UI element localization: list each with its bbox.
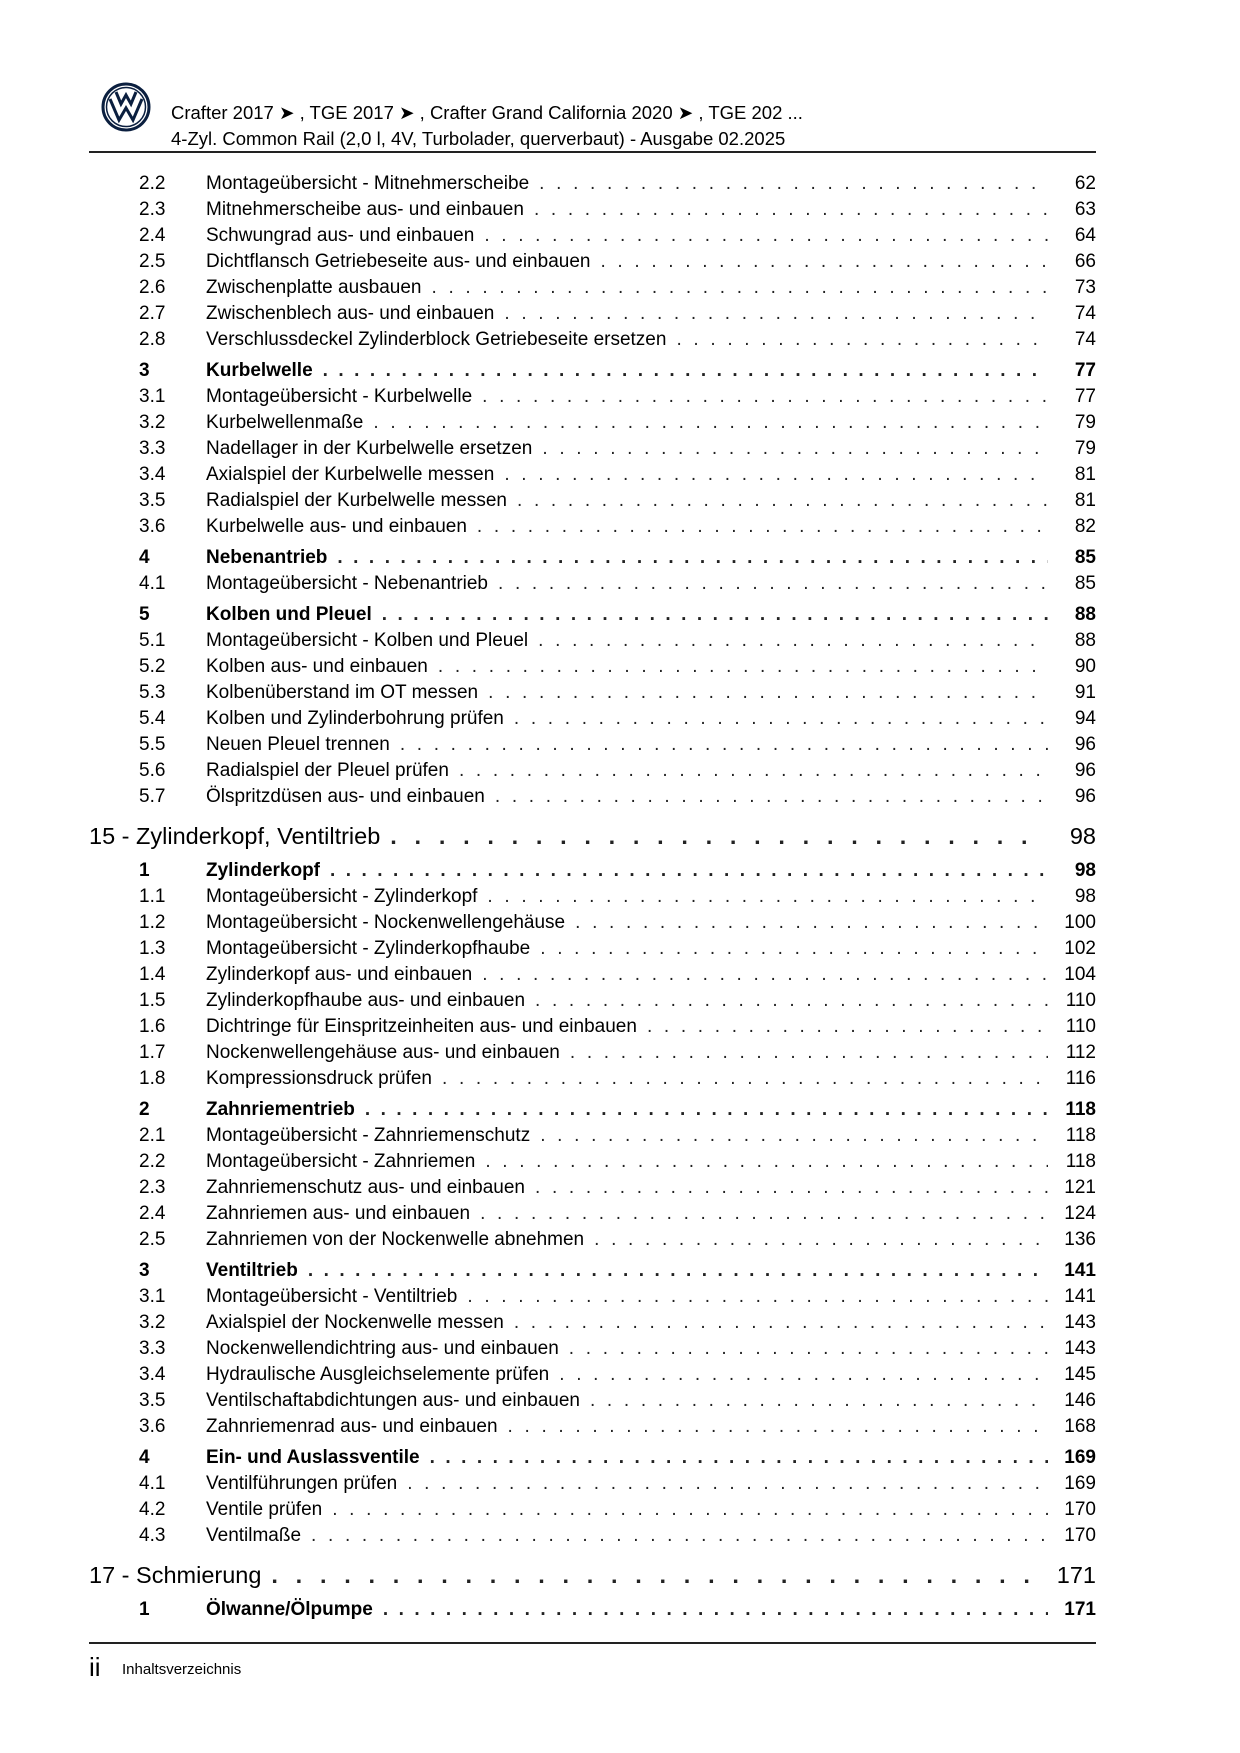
toc-number: 4 <box>139 547 150 568</box>
toc-entry[interactable] <box>89 784 1096 810</box>
toc-section[interactable] <box>89 1445 1096 1471</box>
toc-number: 4.3 <box>139 1525 166 1546</box>
toc-number: 3.1 <box>139 1286 166 1307</box>
toc-number: 2.8 <box>139 329 166 350</box>
toc-entry[interactable] <box>89 1471 1096 1497</box>
toc-title: Montageübersicht - Zahnriemenschutz <box>206 1125 531 1146</box>
toc-entry[interactable] <box>89 327 1096 353</box>
toc-entry[interactable] <box>89 1523 1096 1549</box>
toc-page-number: 118 <box>1065 1125 1096 1146</box>
toc-page-number: 112 <box>1065 1042 1096 1063</box>
toc-entry[interactable] <box>89 436 1096 462</box>
toc-page-number: 170 <box>1064 1525 1096 1546</box>
toc-leader-dots <box>323 358 1048 384</box>
toc-page-number: 110 <box>1065 990 1096 1011</box>
toc-page-number: 91 <box>1074 682 1096 703</box>
toc-number: 1.6 <box>139 1016 166 1037</box>
toc-title: Zwischenblech aus- und einbauen <box>206 303 495 324</box>
toc-title: Zylinderkopf aus- und einbauen <box>206 964 473 985</box>
toc-title: Ölwanne/Ölpumpe <box>206 1599 373 1620</box>
toc-entry[interactable] <box>89 1497 1096 1523</box>
toc-page-number: 168 <box>1064 1416 1096 1437</box>
toc-title: Neuen Pleuel trennen <box>206 734 390 755</box>
toc-page-number: 145 <box>1064 1364 1096 1385</box>
toc-section[interactable] <box>89 1258 1096 1284</box>
toc-entry[interactable] <box>89 1149 1096 1175</box>
toc-page-number: 90 <box>1074 656 1096 677</box>
toc-leader-dots <box>477 514 1048 540</box>
toc-title: Nockenwellendichtring aus- und einbauen <box>206 1338 559 1359</box>
toc-page-number: 98 <box>1069 823 1096 849</box>
toc-page-number: 136 <box>1064 1229 1096 1250</box>
toc-entry[interactable] <box>89 1388 1096 1414</box>
toc-page-number: 141 <box>1064 1260 1096 1281</box>
toc-number: 3.3 <box>139 1338 166 1359</box>
vw-logo <box>101 82 151 132</box>
toc-entry[interactable] <box>89 654 1096 680</box>
toc-number: 1.2 <box>139 912 166 933</box>
toc-leader-dots <box>480 1201 1048 1227</box>
toc-title: Zwischenplatte ausbauen <box>206 277 422 298</box>
toc-leader-dots <box>482 384 1048 410</box>
toc-title: Zahnriementrieb <box>206 1099 355 1120</box>
toc-entry[interactable] <box>89 384 1096 410</box>
toc-entry[interactable] <box>89 628 1096 654</box>
toc-title: Radialspiel der Pleuel prüfen <box>206 760 449 781</box>
toc-page-number: 100 <box>1064 912 1096 933</box>
toc-section[interactable] <box>89 602 1096 628</box>
toc-title: Kurbelwelle <box>206 360 313 381</box>
toc-page-number: 124 <box>1064 1203 1096 1224</box>
toc-page-number: 171 <box>1064 1599 1096 1620</box>
toc-entry[interactable] <box>89 706 1096 732</box>
toc-leader-dots <box>400 732 1048 758</box>
toc-page-number: 141 <box>1064 1286 1096 1307</box>
toc-page-number: 118 <box>1065 1099 1096 1120</box>
toc-chapter[interactable] <box>89 1558 1096 1592</box>
toc-entry[interactable] <box>89 1414 1096 1440</box>
toc-title: Nockenwellengehäuse aus- und einbauen <box>206 1042 560 1063</box>
toc-number: 5.4 <box>139 708 166 729</box>
toc-title: Zahnriemen von der Nockenwelle abnehmen <box>206 1229 585 1250</box>
toc-title: Montageübersicht - Mitnehmerscheibe <box>206 173 530 194</box>
toc-page-number: 116 <box>1065 1068 1096 1089</box>
toc-chapter[interactable] <box>89 819 1096 853</box>
toc-entry[interactable] <box>89 1284 1096 1310</box>
toc-number: 2.2 <box>139 1151 166 1172</box>
toc-number: 5.2 <box>139 656 166 677</box>
toc-page-number: 143 <box>1064 1312 1096 1333</box>
toc-leader-dots <box>485 1149 1048 1175</box>
toc-number: 3 <box>139 1260 150 1281</box>
toc-number: 4.1 <box>139 1473 166 1494</box>
footer-divider <box>89 1642 1096 1644</box>
toc-section[interactable] <box>89 545 1096 571</box>
toc-number: 2.5 <box>139 1229 166 1250</box>
toc-leader-dots <box>517 488 1048 514</box>
toc-number: 2.3 <box>139 199 166 220</box>
toc-entry[interactable] <box>89 1175 1096 1201</box>
toc-title: Zahnriemen aus- und einbauen <box>206 1203 471 1224</box>
header-divider <box>89 151 1096 153</box>
toc-number: 2.6 <box>139 277 166 298</box>
toc-number: 3.6 <box>139 1416 166 1437</box>
toc-entry[interactable] <box>89 936 1096 962</box>
toc-entry[interactable] <box>89 758 1096 784</box>
toc-entry[interactable] <box>89 988 1096 1014</box>
toc-page-number: 85 <box>1074 573 1096 594</box>
toc-title: Ventile prüfen <box>206 1499 323 1520</box>
toc-page-number: 74 <box>1074 329 1096 350</box>
toc-leader-dots <box>540 936 1048 962</box>
toc-leader-dots <box>430 1445 1048 1471</box>
toc-page-number: 170 <box>1064 1499 1096 1520</box>
toc-title: Ölspritzdüsen aus- und einbauen <box>206 786 485 807</box>
toc-title: Nadellager in der Kurbelwelle ersetzen <box>206 438 533 459</box>
toc-title: Zahnriemenschutz aus- und einbauen <box>206 1177 525 1198</box>
toc-title: Montageübersicht - Zylinderkopfhaube <box>206 938 531 959</box>
toc-entry[interactable] <box>89 732 1096 758</box>
toc-number: 5.1 <box>139 630 166 651</box>
toc-page-number: 143 <box>1064 1338 1096 1359</box>
toc-page-number: 73 <box>1074 277 1096 298</box>
toc-leader-dots <box>534 197 1048 223</box>
toc-leader-dots <box>311 1523 1048 1549</box>
toc-number: 1.1 <box>139 886 166 907</box>
toc-leader-dots <box>330 858 1048 884</box>
toc-page-number: 110 <box>1065 1016 1096 1037</box>
toc-title: Kurbelwellenmaße <box>206 412 364 433</box>
toc-page-number: 102 <box>1064 938 1096 959</box>
toc-page-number: 85 <box>1074 547 1096 568</box>
toc-section[interactable] <box>89 1597 1096 1623</box>
toc-page-number: 81 <box>1074 490 1096 511</box>
toc-page-number: 146 <box>1064 1390 1096 1411</box>
toc-page-number: 66 <box>1074 251 1096 272</box>
toc-number: 1.5 <box>139 990 166 1011</box>
toc-title: Kolben aus- und einbauen <box>206 656 428 677</box>
toc-page-number: 79 <box>1074 412 1096 433</box>
toc-title: Kurbelwelle aus- und einbauen <box>206 516 467 537</box>
toc-number: 5.7 <box>139 786 166 807</box>
toc-entry[interactable] <box>89 1310 1096 1336</box>
toc-number: 2 <box>139 1099 150 1120</box>
toc-page-number: 104 <box>1064 964 1096 985</box>
toc-page-number: 169 <box>1064 1447 1096 1468</box>
toc-number: 5.3 <box>139 682 166 703</box>
toc-page-number: 81 <box>1074 464 1096 485</box>
toc-section[interactable] <box>89 358 1096 384</box>
toc-title: Schwungrad aus- und einbauen <box>206 225 475 246</box>
toc-title: Montageübersicht - Kurbelwelle <box>206 386 473 407</box>
toc-number: 1.7 <box>139 1042 166 1063</box>
toc-page-number: 169 <box>1064 1473 1096 1494</box>
toc-number: 2.3 <box>139 1177 166 1198</box>
toc-leader-dots <box>647 1014 1048 1040</box>
toc-page-number: 74 <box>1074 303 1096 324</box>
toc-title: Ventilführungen prüfen <box>206 1473 398 1494</box>
toc-title: Ventiltrieb <box>206 1260 298 1281</box>
document-header <box>171 100 803 152</box>
toc-leader-dots <box>271 1558 1036 1592</box>
toc-title: Montageübersicht - Zylinderkopf <box>206 886 478 907</box>
toc-leader-dots <box>570 1040 1048 1066</box>
toc-title: Ein- und Auslassventile <box>206 1447 420 1468</box>
toc-leader-dots <box>575 910 1048 936</box>
toc-leader-dots <box>438 654 1048 680</box>
toc-leader-dots <box>569 1336 1048 1362</box>
toc-number: 1.3 <box>139 938 166 959</box>
toc-title: Kolben und Pleuel <box>206 604 372 625</box>
toc-entry[interactable] <box>89 462 1096 488</box>
toc-number: 3.4 <box>139 1364 166 1385</box>
toc-entry[interactable] <box>89 223 1096 249</box>
toc-number: 5.5 <box>139 734 166 755</box>
toc-page-number: 98 <box>1074 886 1096 907</box>
toc-leader-dots <box>539 171 1048 197</box>
toc-page-number: 63 <box>1074 199 1096 220</box>
toc-number: 5.6 <box>139 760 166 781</box>
toc-number: 3.5 <box>139 490 166 511</box>
toc-entry[interactable] <box>89 514 1096 540</box>
toc-section[interactable] <box>89 1097 1096 1123</box>
toc-number: 1.8 <box>139 1068 166 1089</box>
toc-number: 4.1 <box>139 573 166 594</box>
toc-leader-dots <box>390 819 1036 853</box>
toc-title: Montageübersicht - Nockenwellengehäuse <box>206 912 566 933</box>
toc-leader-dots <box>488 680 1048 706</box>
toc-number: 1 <box>139 1599 150 1620</box>
toc-page-number: 62 <box>1074 173 1096 194</box>
toc-leader-dots <box>600 249 1048 275</box>
toc-leader-dots <box>504 462 1048 488</box>
toc-page-number: 96 <box>1074 760 1096 781</box>
toc-entry[interactable] <box>89 301 1096 327</box>
footer-page-number: ii <box>89 1652 101 1682</box>
toc-number: 3 <box>139 360 150 381</box>
toc-entry[interactable] <box>89 197 1096 223</box>
toc-leader-dots <box>482 962 1048 988</box>
toc-title: Verschlussdeckel Zylinderblock Getriebeseite ersetzen <box>206 329 667 350</box>
toc-page-number: 96 <box>1074 734 1096 755</box>
toc-leader-dots <box>540 1123 1048 1149</box>
toc-title: Montageübersicht - Nebenantrieb <box>206 573 489 594</box>
toc-page-number: 64 <box>1074 225 1096 246</box>
toc-leader-dots <box>332 1497 1048 1523</box>
toc-page-number: 98 <box>1074 860 1096 881</box>
toc-page-number: 77 <box>1074 386 1096 407</box>
toc-page-number: 88 <box>1074 630 1096 651</box>
toc-leader-dots <box>467 1284 1048 1310</box>
toc-title: Zylinderkopf <box>206 860 321 881</box>
toc-number: 2.1 <box>139 1125 166 1146</box>
toc-leader-dots <box>514 706 1048 732</box>
toc-title: 17 - Schmierung <box>89 1562 262 1588</box>
toc-leader-dots <box>442 1066 1048 1092</box>
toc-page-number: 121 <box>1064 1177 1096 1198</box>
toc-title: Axialspiel der Nockenwelle messen <box>206 1312 504 1333</box>
toc-leader-dots <box>337 545 1048 571</box>
toc-entry[interactable] <box>89 1040 1096 1066</box>
toc-entry[interactable] <box>89 1227 1096 1253</box>
toc-page-number: 94 <box>1074 708 1096 729</box>
toc-number: 2.4 <box>139 1203 166 1224</box>
toc-title: Montageübersicht - Zahnriemen <box>206 1151 476 1172</box>
toc-leader-dots <box>495 784 1048 810</box>
toc-entry[interactable] <box>89 571 1096 597</box>
toc-leader-dots <box>676 327 1048 353</box>
toc-number: 5 <box>139 604 150 625</box>
toc-entry[interactable] <box>89 171 1096 197</box>
toc-leader-dots <box>407 1471 1048 1497</box>
toc-title: Hydraulische Ausgleichselemente prüfen <box>206 1364 550 1385</box>
toc-entry[interactable] <box>89 1014 1096 1040</box>
toc-title: Dichtringe für Einspritzeinheiten aus- und einbauen <box>206 1016 637 1037</box>
toc-title: Radialspiel der Kurbelwelle messen <box>206 490 507 511</box>
toc-number: 3.3 <box>139 438 166 459</box>
toc-entry[interactable] <box>89 1201 1096 1227</box>
toc-title: Kolben und Zylinderbohrung prüfen <box>206 708 504 729</box>
toc-entry[interactable] <box>89 962 1096 988</box>
toc-title: Ventilmaße <box>206 1525 302 1546</box>
toc-number: 3.4 <box>139 464 166 485</box>
toc-number: 1 <box>139 860 150 881</box>
toc-title: Kompressionsdruck prüfen <box>206 1068 432 1089</box>
table-of-contents <box>89 171 1096 1623</box>
toc-number: 2.5 <box>139 251 166 272</box>
toc-leader-dots <box>590 1388 1048 1414</box>
toc-entry[interactable] <box>89 249 1096 275</box>
toc-number: 3.2 <box>139 1312 166 1333</box>
toc-section[interactable] <box>89 858 1096 884</box>
toc-leader-dots <box>542 436 1048 462</box>
toc-title: 15 - Zylinderkopf, Ventiltrieb <box>89 823 381 849</box>
toc-entry[interactable] <box>89 1336 1096 1362</box>
toc-number: 3.6 <box>139 516 166 537</box>
toc-page-number: 88 <box>1074 604 1096 625</box>
toc-leader-dots <box>559 1362 1048 1388</box>
toc-leader-dots <box>383 1597 1048 1623</box>
toc-entry[interactable] <box>89 275 1096 301</box>
toc-title: Zahnriemenrad aus- und einbauen <box>206 1416 498 1437</box>
toc-title: Ventilschaftabdichtungen aus- und einbauen <box>206 1390 580 1411</box>
toc-leader-dots <box>498 571 1048 597</box>
header-line-1: Crafter 2017 ➤ , TGE 2017 ➤ , Crafter Grand California 2020 ➤ , TGE 202 ... <box>171 102 803 123</box>
toc-number: 3.1 <box>139 386 166 407</box>
toc-leader-dots <box>594 1227 1048 1253</box>
toc-leader-dots <box>365 1097 1048 1123</box>
toc-entry[interactable] <box>89 488 1096 514</box>
toc-number: 1.4 <box>139 964 166 985</box>
toc-leader-dots <box>459 758 1048 784</box>
toc-leader-dots <box>538 628 1048 654</box>
toc-title: Montageübersicht - Ventiltrieb <box>206 1286 458 1307</box>
toc-number: 4 <box>139 1447 150 1468</box>
toc-page-number: 77 <box>1074 360 1096 381</box>
header-line-2: 4-Zyl. Common Rail (2,0 l, 4V, Turbolader, querverbaut) - Ausgabe 02.2025 <box>171 128 786 149</box>
toc-title: Montageübersicht - Kolben und Pleuel <box>206 630 529 651</box>
toc-entry[interactable] <box>89 1123 1096 1149</box>
toc-leader-dots <box>431 275 1048 301</box>
toc-leader-dots <box>504 301 1048 327</box>
toc-page-number: 82 <box>1074 516 1096 537</box>
toc-number: 2.7 <box>139 303 166 324</box>
toc-number: 2.2 <box>139 173 166 194</box>
toc-entry[interactable] <box>89 884 1096 910</box>
toc-number: 3.5 <box>139 1390 166 1411</box>
toc-entry[interactable] <box>89 1362 1096 1388</box>
toc-title: Nebenantrieb <box>206 547 328 568</box>
toc-page-number: 96 <box>1074 786 1096 807</box>
toc-entry[interactable] <box>89 410 1096 436</box>
toc-title: Mitnehmerscheibe aus- und einbauen <box>206 199 524 220</box>
toc-leader-dots <box>514 1310 1048 1336</box>
toc-leader-dots <box>487 884 1048 910</box>
toc-page-number: 79 <box>1074 438 1096 459</box>
toc-number: 2.4 <box>139 225 166 246</box>
toc-leader-dots <box>535 1175 1048 1201</box>
toc-leader-dots <box>373 410 1048 436</box>
toc-number: 3.2 <box>139 412 166 433</box>
toc-leader-dots <box>535 988 1048 1014</box>
toc-entry[interactable] <box>89 1066 1096 1092</box>
toc-title: Kolbenüberstand im OT messen <box>206 682 479 703</box>
toc-title: Dichtflansch Getriebeseite aus- und einbauen <box>206 251 591 272</box>
toc-number: 4.2 <box>139 1499 166 1520</box>
toc-leader-dots <box>382 602 1048 628</box>
toc-entry[interactable] <box>89 910 1096 936</box>
toc-leader-dots <box>484 223 1048 249</box>
toc-leader-dots <box>308 1258 1048 1284</box>
footer-label: Inhaltsverzeichnis <box>122 1661 242 1678</box>
toc-title: Zylinderkopfhaube aus- und einbauen <box>206 990 526 1011</box>
toc-page-number: 171 <box>1056 1562 1096 1588</box>
toc-entry[interactable] <box>89 680 1096 706</box>
toc-leader-dots <box>508 1414 1048 1440</box>
toc-page-number: 118 <box>1065 1151 1096 1172</box>
toc-title: Axialspiel der Kurbelwelle messen <box>206 464 495 485</box>
